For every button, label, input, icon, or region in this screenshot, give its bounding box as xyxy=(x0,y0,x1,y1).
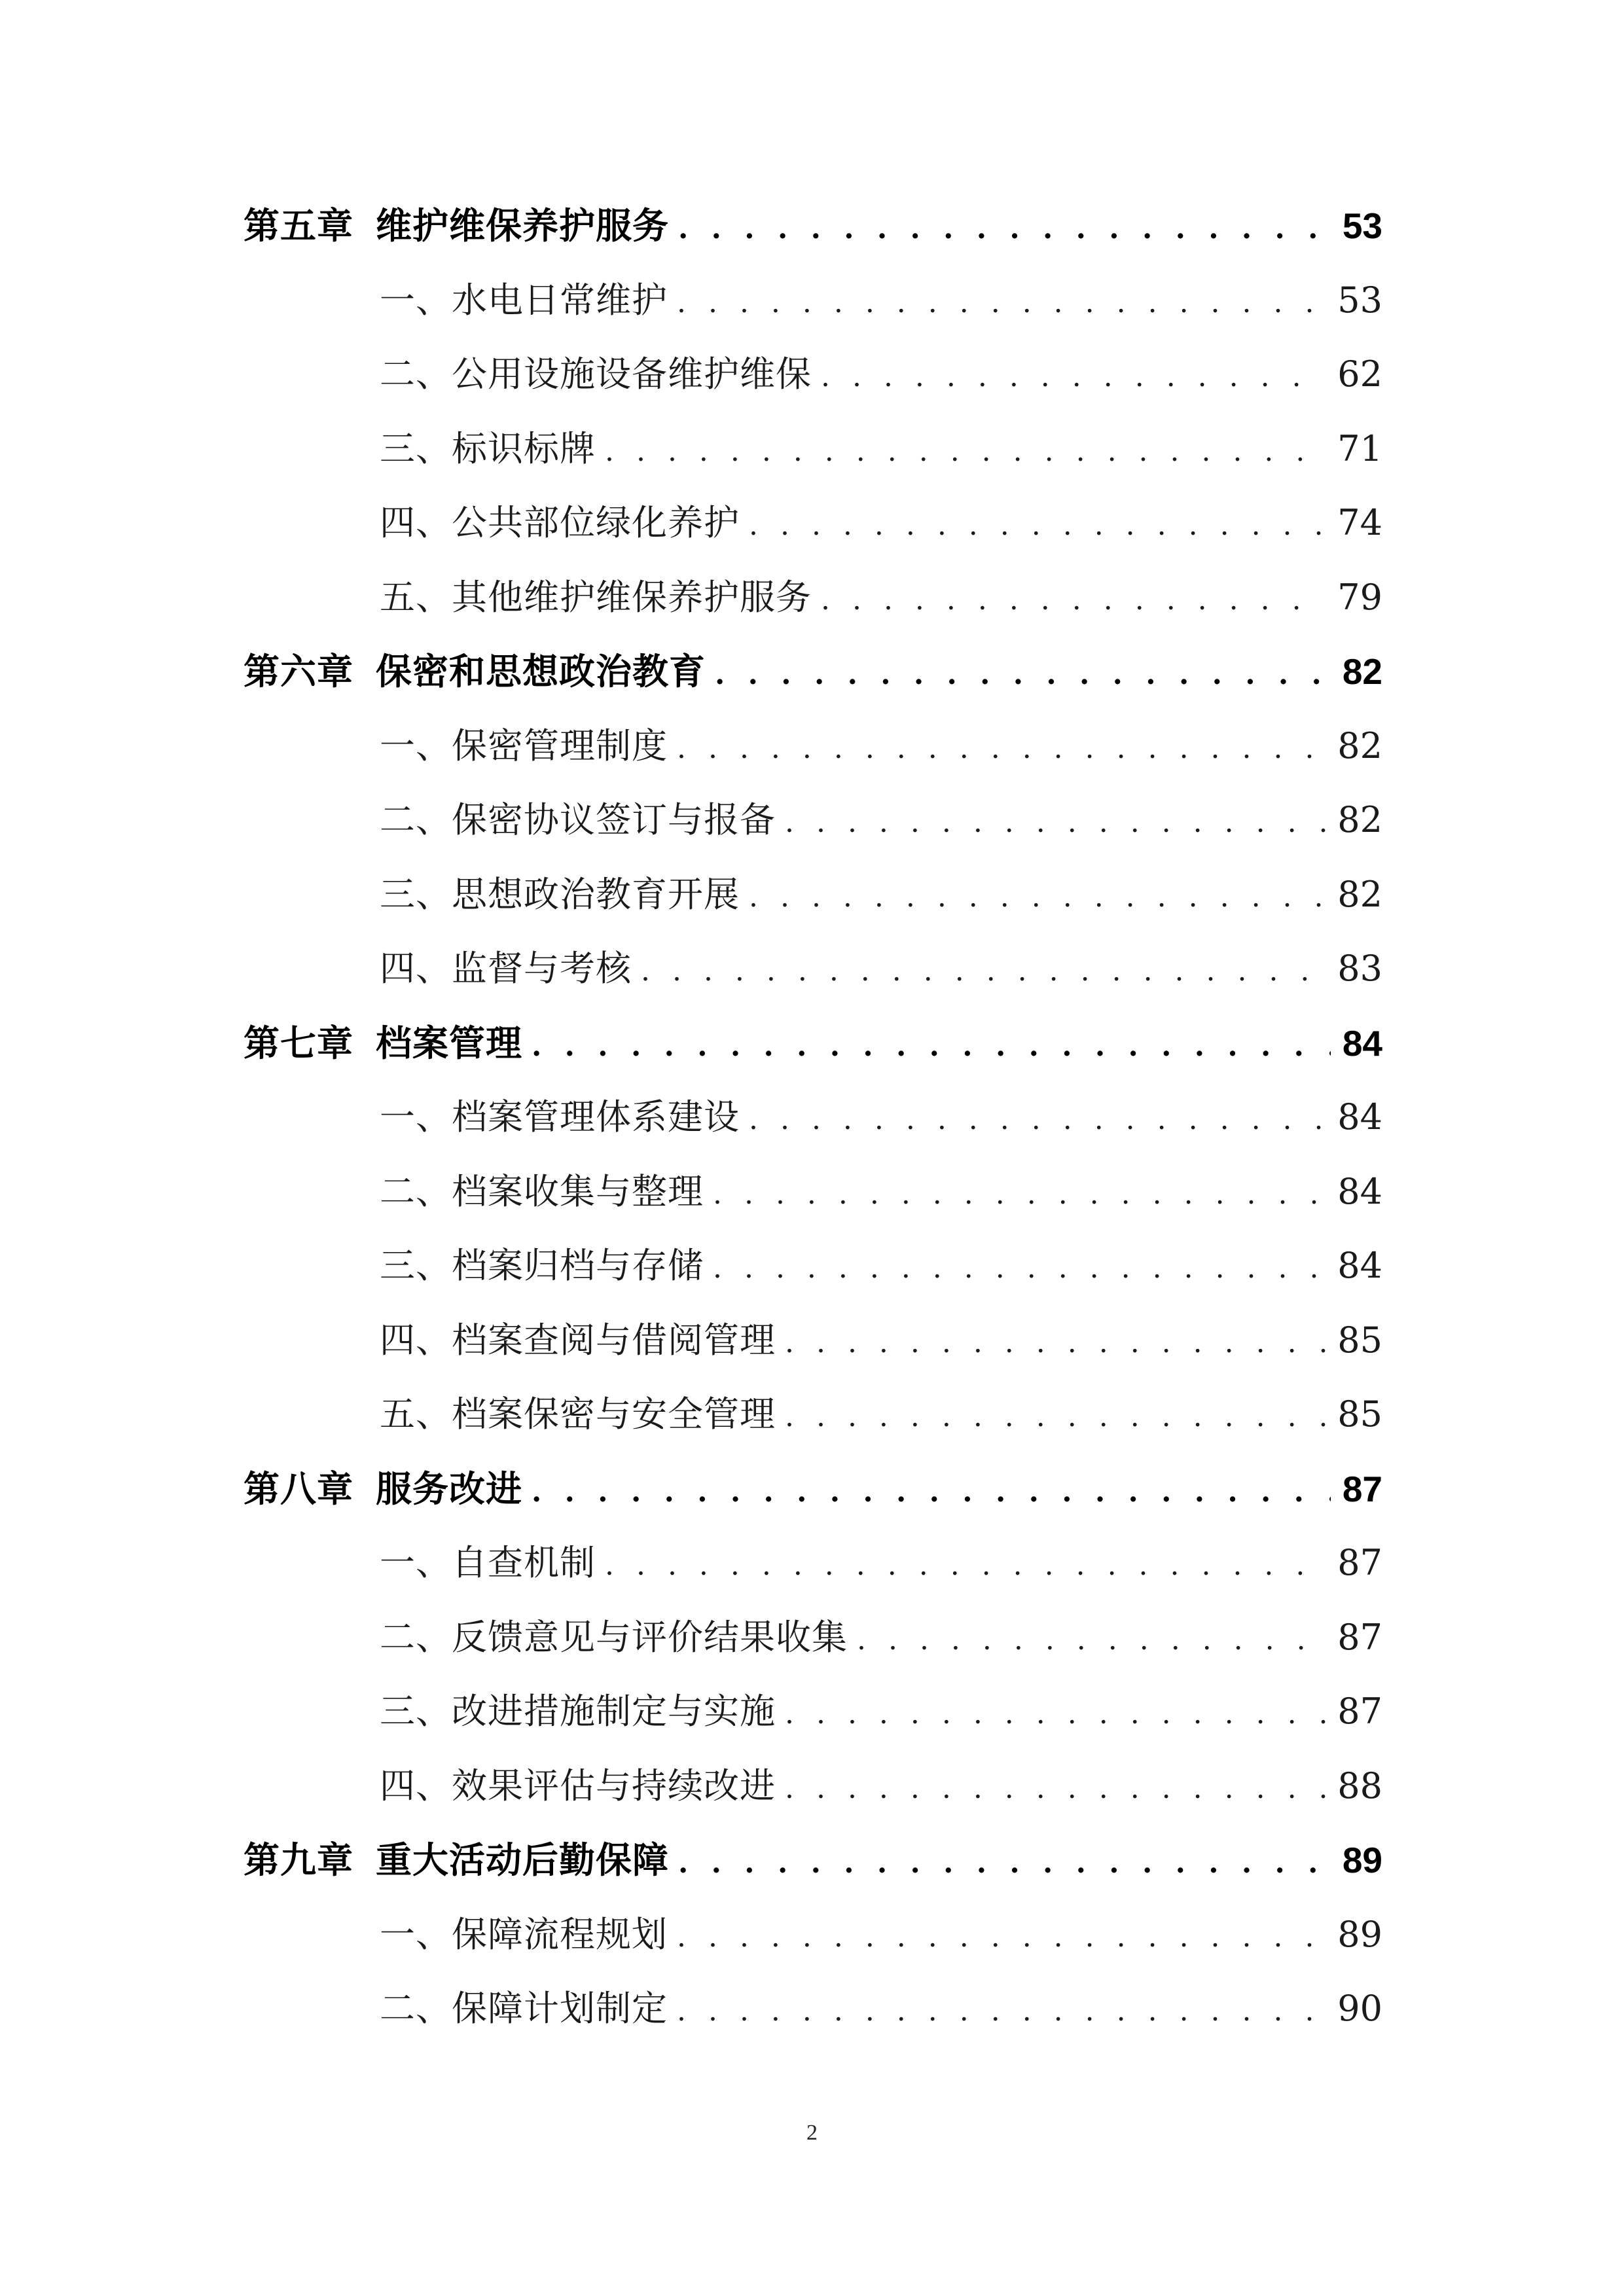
toc-chapter[interactable] xyxy=(244,1452,1382,1526)
toc-section-title: 二、反馈意见与评价结果收集 xyxy=(380,1616,848,1658)
toc-dot-leader xyxy=(677,711,1326,786)
toc-page-number: 62 xyxy=(1337,353,1382,395)
toc-dot-leader xyxy=(785,1751,1326,1826)
toc-page-number: 90 xyxy=(1337,1988,1382,2029)
toc-dot-leader xyxy=(749,860,1326,935)
toc-dot-leader xyxy=(641,934,1326,1009)
toc-chapter-name: 保密和思想政治教育 xyxy=(376,650,706,692)
toc-page-number: 87 xyxy=(1337,1691,1382,1732)
toc-section[interactable] xyxy=(244,1749,1382,1823)
toc-chapter-number: 第九章 xyxy=(244,1839,354,1881)
toc-chapter-name: 重大活动后勤保障 xyxy=(376,1839,670,1881)
toc-section-title: 三、标识标牌 xyxy=(380,427,596,469)
toc-dot-leader xyxy=(785,785,1326,860)
toc-page-number: 79 xyxy=(1337,576,1382,618)
toc-dot-leader xyxy=(715,637,1331,712)
toc-section[interactable] xyxy=(244,263,1382,338)
toc-page-number: 71 xyxy=(1337,427,1382,469)
toc-page-number: 84 xyxy=(1337,1096,1382,1138)
toc-section-title: 一、水电日常维护 xyxy=(380,279,668,321)
toc-section[interactable] xyxy=(244,1377,1382,1452)
toc-dot-leader xyxy=(785,1380,1326,1454)
toc-dot-leader xyxy=(821,340,1326,414)
toc-section-title: 三、改进措施制定与实施 xyxy=(380,1691,776,1732)
toc-section-title: 四、监督与考核 xyxy=(380,948,632,989)
toc-section[interactable] xyxy=(244,709,1382,783)
toc-chapter[interactable] xyxy=(244,634,1382,709)
toc-section[interactable] xyxy=(244,1155,1382,1229)
toc-dot-leader xyxy=(532,1009,1331,1084)
toc-section-title: 四、公共部位绿化养护 xyxy=(380,502,740,543)
toc-page-number: 82 xyxy=(1337,873,1382,915)
toc-page-number: 84 xyxy=(1337,1170,1382,1212)
toc-dot-leader xyxy=(605,1528,1326,1603)
toc-section-title: 二、保密协议签订与报备 xyxy=(380,799,776,840)
page-footer-number: 2 xyxy=(806,2121,818,2145)
toc-chapter-number: 第七章 xyxy=(244,1021,354,1064)
toc-page-number: 74 xyxy=(1337,502,1382,543)
toc-section-title: 二、保障计划制定 xyxy=(380,1988,668,2029)
toc-chapter-name: 档案管理 xyxy=(376,1021,523,1064)
toc-page-number: 88 xyxy=(1337,1765,1382,1806)
toc-page-number: 82 xyxy=(1337,725,1382,766)
toc-section-title: 一、自查机制 xyxy=(380,1542,596,1583)
toc-section[interactable] xyxy=(244,412,1382,486)
toc-dot-leader xyxy=(677,1974,1326,2049)
toc-section-title: 四、效果评估与持续改进 xyxy=(380,1765,776,1806)
toc-page-number: 83 xyxy=(1337,948,1382,989)
toc-dot-leader xyxy=(677,1900,1326,1975)
toc-section[interactable] xyxy=(244,857,1382,932)
toc-section[interactable] xyxy=(244,1080,1382,1155)
toc-section[interactable] xyxy=(244,560,1382,635)
toc-section[interactable] xyxy=(244,1303,1382,1378)
toc-dot-leader xyxy=(857,1603,1326,1677)
toc-dot-leader xyxy=(678,1826,1331,1901)
toc-section[interactable] xyxy=(244,486,1382,560)
toc-chapter-name: 服务改进 xyxy=(376,1467,523,1510)
toc-chapter[interactable] xyxy=(244,1006,1382,1081)
toc-dot-leader xyxy=(677,266,1326,340)
toc-page-number: 82 xyxy=(1342,651,1382,692)
toc-page-number: 53 xyxy=(1342,206,1382,246)
toc-chapter[interactable] xyxy=(244,1823,1382,1897)
toc-section[interactable] xyxy=(244,1971,1382,2046)
toc-dot-leader xyxy=(713,1157,1326,1232)
toc-chapter-name: 维护维保养护服务 xyxy=(376,204,670,247)
toc-page-number: 85 xyxy=(1337,1393,1382,1435)
toc-page-number: 82 xyxy=(1337,799,1382,840)
toc-chapter-number: 第六章 xyxy=(244,650,354,692)
toc-dot-leader xyxy=(605,414,1326,489)
toc-section-title: 一、保障流程规划 xyxy=(380,1913,668,1955)
toc-section[interactable] xyxy=(244,1229,1382,1303)
toc-section-title: 三、思想政治教育开展 xyxy=(380,873,740,915)
toc-chapter-number: 第八章 xyxy=(244,1467,354,1510)
toc-section[interactable] xyxy=(244,1897,1382,1972)
toc-section-title: 一、档案管理体系建设 xyxy=(380,1096,740,1138)
toc-section[interactable] xyxy=(244,1674,1382,1749)
toc-page-number: 53 xyxy=(1337,279,1382,321)
toc-page-number: 84 xyxy=(1342,1022,1382,1064)
toc-page-number: 89 xyxy=(1337,1913,1382,1955)
toc-chapter-title xyxy=(244,634,706,709)
toc-chapter-title xyxy=(244,1452,522,1526)
toc-chapter-title xyxy=(244,188,669,263)
toc-page-number: 87 xyxy=(1337,1542,1382,1583)
toc-page-number: 87 xyxy=(1342,1468,1382,1509)
toc-dot-leader xyxy=(749,488,1326,563)
toc-page-number: 85 xyxy=(1337,1319,1382,1361)
toc-section-title: 二、公用设施设备维护维保 xyxy=(380,353,812,395)
toc-dot-leader xyxy=(713,1231,1326,1306)
toc-page-number: 84 xyxy=(1337,1245,1382,1286)
toc-dot-leader xyxy=(785,1306,1326,1380)
toc-section-title: 二、档案收集与整理 xyxy=(380,1170,704,1212)
toc-dot-leader xyxy=(532,1455,1331,1530)
toc-page-number: 89 xyxy=(1342,1840,1382,1880)
toc-dot-leader xyxy=(678,192,1331,266)
toc-dot-leader xyxy=(785,1677,1326,1751)
toc-section-title: 五、其他维护维保养护服务 xyxy=(380,576,812,618)
toc-section[interactable] xyxy=(244,931,1382,1006)
toc-section-title: 一、保密管理制度 xyxy=(380,725,668,766)
toc-chapter[interactable] xyxy=(244,188,1382,263)
toc-chapter-number: 第五章 xyxy=(244,204,354,247)
toc-section[interactable] xyxy=(244,1600,1382,1675)
toc-section[interactable] xyxy=(244,1526,1382,1600)
toc-section-title: 四、档案查阅与借阅管理 xyxy=(380,1319,776,1361)
toc-section-title: 五、档案保密与安全管理 xyxy=(380,1393,776,1435)
toc-page-number: 87 xyxy=(1337,1616,1382,1658)
toc-chapter-title xyxy=(244,1823,669,1897)
table-of-contents xyxy=(244,188,1382,2046)
toc-section[interactable] xyxy=(244,783,1382,857)
toc-dot-leader xyxy=(821,563,1326,637)
toc-section-title: 三、档案归档与存储 xyxy=(380,1245,704,1286)
toc-section[interactable] xyxy=(244,337,1382,412)
toc-dot-leader xyxy=(749,1083,1326,1157)
toc-chapter-title xyxy=(244,1006,522,1081)
